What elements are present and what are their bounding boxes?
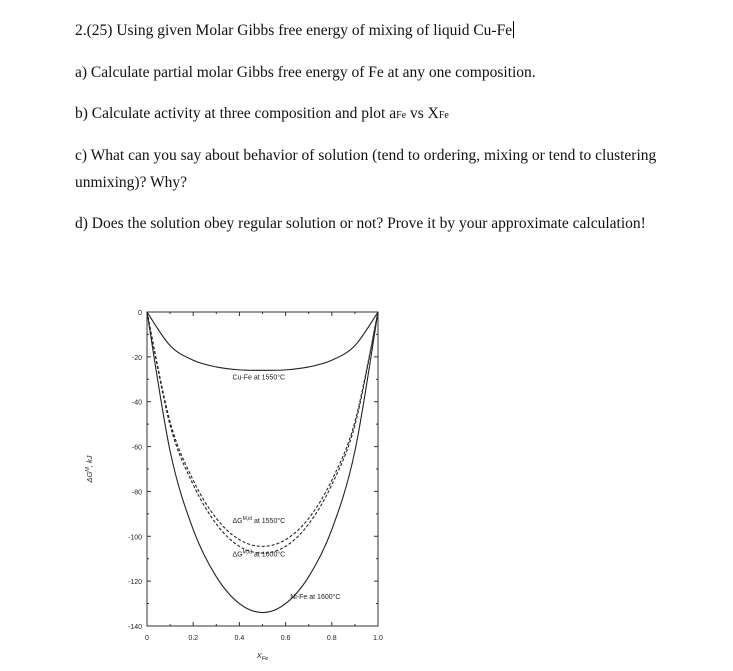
x-axis-label: $X_{Fe}$: [256, 651, 269, 662]
y-tick-label: -120: [127, 579, 142, 587]
text-cursor: [513, 21, 514, 38]
series-g-m-id-at-1550-c: [147, 312, 378, 546]
x-tick-label: 0: [145, 635, 149, 642]
curve-annotation: Cu-Fe at 1550°C: [232, 374, 286, 382]
y-tick-label: -80: [131, 489, 142, 497]
curve-annotation: $\Delta G^{M,id}$ at 1600°C: [232, 549, 286, 559]
part-b-text: b) Calculate activity at three composition and plot a: [75, 105, 397, 122]
part-b-subscript-fe-1: Fe: [396, 110, 407, 121]
question-part-b: [75, 102, 449, 128]
curve-annotation: Ni-Fe at 1600°C: [290, 594, 341, 602]
curve-annotation: $\Delta G^{M,id}$ at 1550°C: [232, 515, 286, 525]
x-tick-label: 0.4: [234, 635, 245, 642]
question-part-c-line1: c) What can you say about behavior of solution (tend to ordering, mixing or tend to clustering: [75, 147, 657, 164]
plot-frame: [147, 312, 378, 626]
series-cu-fe-at-1550-c: [147, 312, 378, 370]
gibbs-energy-chart: [80, 290, 400, 671]
question-part-d: d) Does the solution obey regular solution or not? Prove it by your approximate calculation!: [75, 215, 646, 232]
y-tick-label: 0: [138, 310, 142, 317]
question-title-text: 2.(25) Using given Molar Gibbs free energy of mixing of liquid Cu-Fe: [75, 22, 513, 39]
part-b-subscript-fe-2: Fe: [438, 110, 449, 121]
y-tick-label: -100: [127, 534, 142, 542]
y-axis-label: $\Delta G^M$, kJ: [85, 455, 94, 483]
y-tick-label: -60: [131, 444, 142, 452]
y-tick-label: -40: [131, 399, 142, 407]
question-title: [75, 19, 514, 43]
question-part-c-line2: unmixing)? Why?: [75, 174, 188, 191]
question-part-a: a) Calculate partial molar Gibbs free energy of Fe at any one composition.: [75, 64, 536, 81]
y-tick-label: -140: [127, 624, 142, 631]
x-tick-label: 0.2: [188, 635, 199, 642]
part-b-mid-text: vs X: [406, 105, 439, 122]
x-tick-label: 0.8: [326, 635, 337, 642]
x-tick-label: 0.6: [280, 635, 291, 642]
series-ni-fe-at-1600-c: [147, 312, 378, 613]
x-tick-label: 1.0: [373, 635, 383, 642]
y-tick-label: -20: [131, 354, 142, 362]
